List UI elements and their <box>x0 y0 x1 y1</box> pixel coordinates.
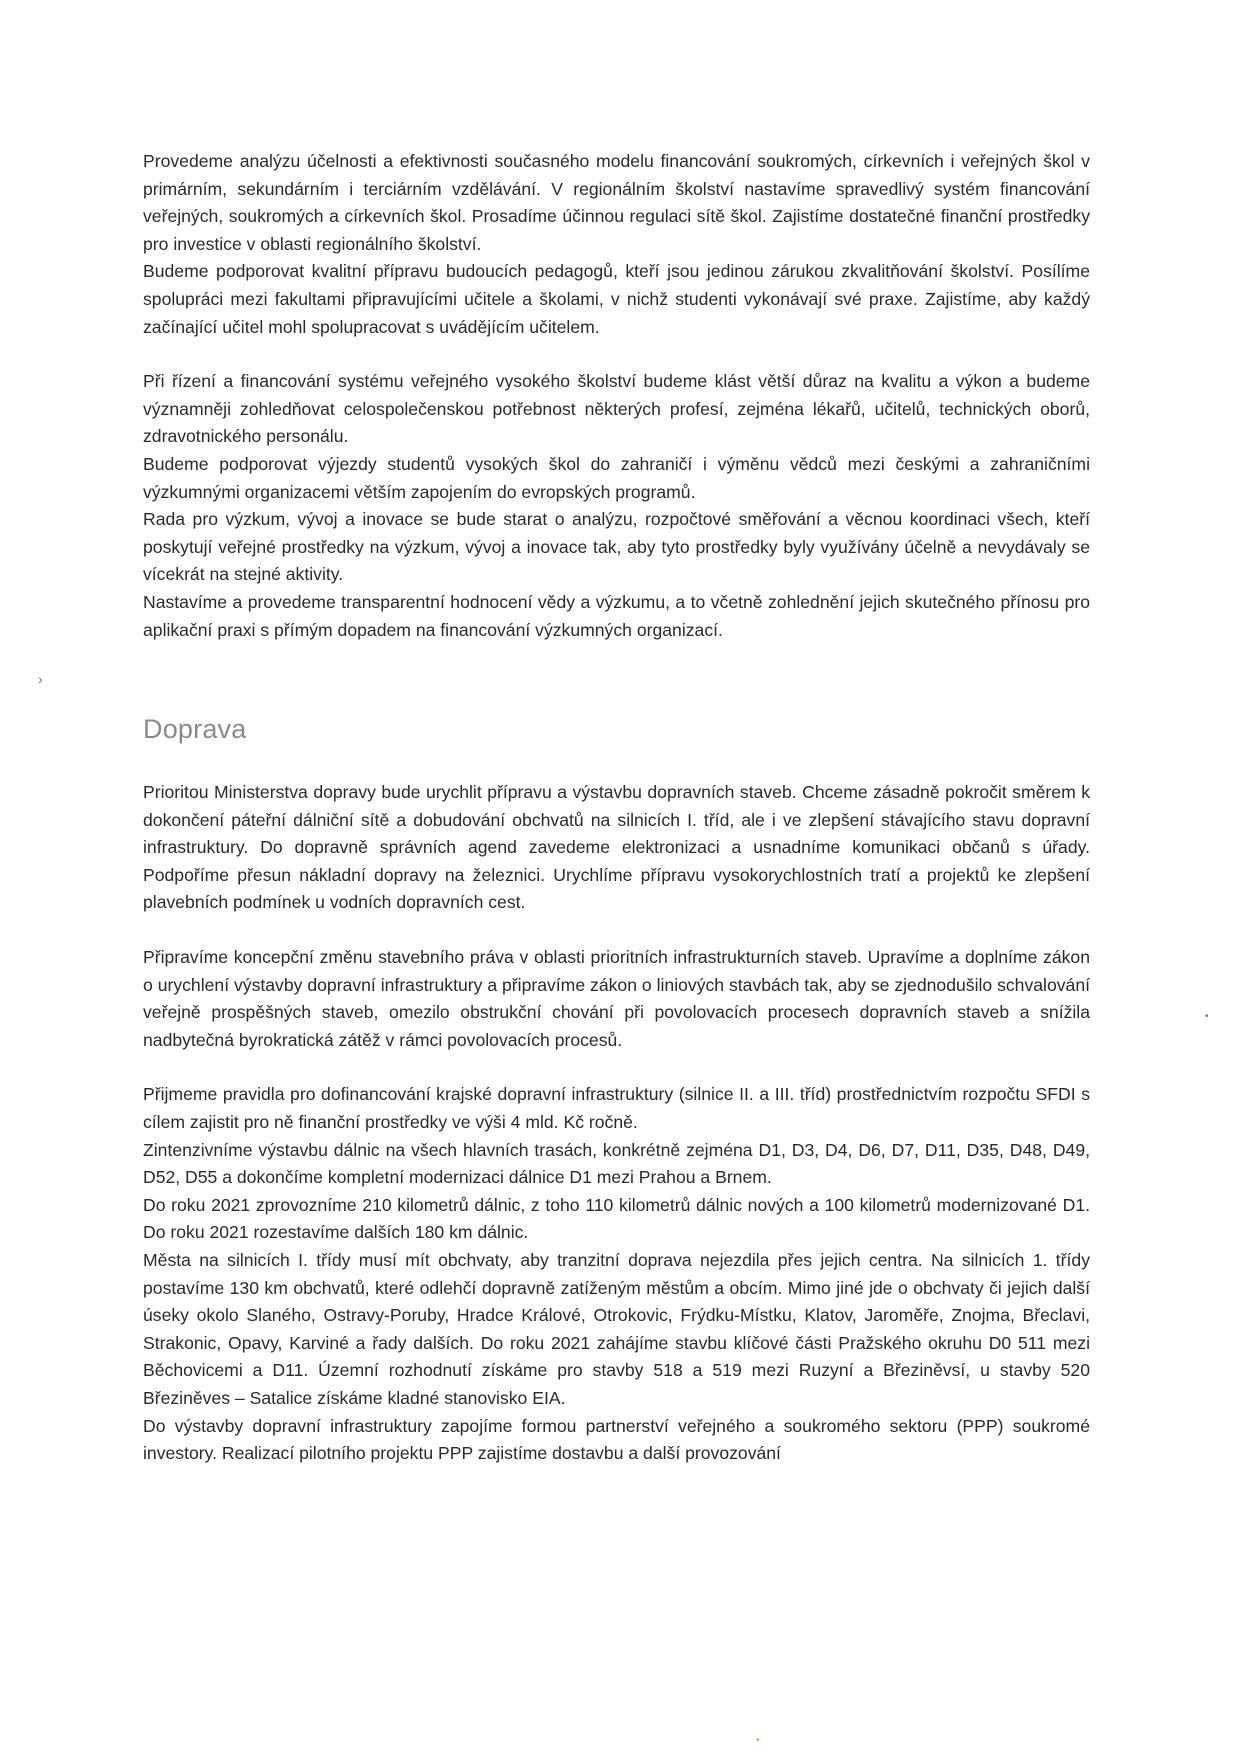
paragraph-regional-roads: Přijmeme pravidla pro dofinancování krajské dopravní infrastruktury (silnice II. a III. tříd) prostřednictvím rozpočtu SFDI s cílem zajistit pro ně finanční prostředky ve výši 4 mld. Kč ročně. <box>143 1084 1090 1133</box>
paragraph-building-law: Připravíme koncepční změnu stavebního práva v oblasti prioritních infrastrukturních staveb. Upravíme a doplníme zákon o urychlení výstavby dopravní infrastruktury a připravíme zákon o liniových stavbách tak, aby se zjednodušilo schvalování veřejně prospěšných staveb, omezilo obstrukční chování při povolovacích procesech dopravních staveb a snížila nadbytečná byrokratická zátěž v rámci povolovacích procesů. <box>143 947 1090 1050</box>
scan-mark: • <box>1205 1011 1209 1022</box>
heading-gap <box>143 746 1090 779</box>
scan-mark: › <box>38 671 43 687</box>
document-page <box>143 148 1090 1468</box>
paragraph-teacher-training: Budeme podporovat kvalitní přípravu budoucích pedagogů, kteří jsou jedinou zárukou zkvalitňování školství. Posílíme spolupráci mezi fakultami připravujícími učitele a školami, v nichž studenti vykonávají své praxe. Zajistíme, aby každý začínající učitel mohl spolupracovat s uvádějícím učitelem. <box>143 261 1090 337</box>
paragraph-gap <box>143 917 1090 944</box>
paragraph-ppp: Do výstavby dopravní infrastruktury zapojíme formou partnerství veřejného a soukromého sektoru (PPP) soukromé investory. Realizací pilotního projektu PPP zajistíme dostavbu a další provozování <box>143 1415 1090 1464</box>
paragraph-motorway-construction: Zintenzivníme výstavbu dálnic na všech hlavních trasách, konkrétně zejména D1, D3, D4, D6, D7, D11, D35, D48, D49, D52, D55 a dokončíme kompletní modernizaci dálnice D1 mezi Prahou a Brnem. <box>143 1139 1090 1188</box>
paragraph-student-mobility: Budeme podporovat výjezdy studentů vysokých škol do zahraničí i výměnu vědců mezi českými a zahraničními výzkumnými organizacemi větším zapojením do evropských programů. <box>143 453 1090 502</box>
paragraph-school-financing: Provedeme analýzu účelnosti a efektivnosti současného modelu financování soukromých, církevních i veřejných škol v primárním, sekundárním i terciárním vzdělávání. V regionálním školství nastavíme spravedlivý systém financování veřejných, soukromých a církevních škol. Prosadíme účinnou regulaci sítě škol. Zajistíme dostatečné finanční prostředky pro investice v oblasti regionálního školství. <box>143 151 1090 254</box>
scan-mark: • <box>756 1735 760 1746</box>
paragraph-motorway-2021: Do roku 2021 zprovozníme 210 kilometrů dálnic, z toho 110 kilometrů dálnic nových a 100 kilometrů modernizované D1. Do roku 2021 rozestavíme dalších 180 km dálnic. <box>143 1194 1090 1243</box>
paragraph-transport-priorities: Prioritou Ministerstva dopravy bude urychlit přípravu a výstavbu dopravních staveb. Chceme zásadně pokročit směrem k dokončení páteřní dálniční sítě a dobudování obchvatů na silnicích I. tříd, ale i ve zlepšení stávajícího stavu dopravní infrastruktury. Do dopravně správních agend zavedeme elektronizaci a usnadníme komunikaci občanů s úřady. Podpoříme přesun nákladní dopravy na železnici. Urychlíme přípravu vysokorychlostních tratí a projektů ke zlepšení plavebních podmínek u vodních dopravních cest. <box>143 782 1090 913</box>
section-gap <box>143 644 1090 712</box>
paragraph-research-evaluation: Nastavíme a provedeme transparentní hodnocení vědy a výzkumu, a to včetně zohlednění jejich skutečného přínosu pro aplikační praxi s přímým dopadem na financování výzkumných organizací. <box>143 591 1090 640</box>
paragraph-bypasses: Města na silnicích I. třídy musí mít obchvaty, aby tranzitní doprava nejezdila přes jejich centra. Na silnicích 1. třídy postavíme 130 km obchvatů, které odlehčí dopravně zatíženým městům a obcím. Mimo jiné jde o obchvaty či jejich další úseky okolo Slaného, Ostravy-Poruby, Hradce Králové, Otrokovic, Frýdku-Místku, Klatov, Jaroměře, Znojma, Břeclavi, Strakonic, Opavy, Karviné a řady dalších. Do roku 2021 zahájíme stavbu klíčové části Pražského okruhu D0 511 mezi Běchovicemi a D11. Územní rozhodnutí získáme pro stavby 518 a 519 mezi Ruzyní a Březiněvsí, u stavby 520 Březiněves – Satalice získáme kladné stanovisko EIA. <box>143 1250 1090 1408</box>
paragraph-higher-education: Při řízení a financování systému veřejného vysokého školství budeme klást větší důraz na kvalitu a výkon a budeme významněji zohledňovat celospolečenskou potřebnost některých profesí, zejména lékařů, učitelů, technických oborů, zdravotnického personálu. <box>143 371 1090 447</box>
paragraph-gap <box>143 341 1090 368</box>
paragraph-research-council: Rada pro výzkum, vývoj a inovace se bude starat o analýzu, rozpočtové směřování a věcnou koordinaci všech, kteří poskytují veřejné prostředky na výzkum, vývoj a inovace tak, aby tyto prostředky byly využívány účelně a nevydávaly se vícekrát na stejné aktivity. <box>143 509 1090 585</box>
section-heading-doprava: Doprava <box>143 714 247 745</box>
paragraph-gap <box>143 1054 1090 1081</box>
